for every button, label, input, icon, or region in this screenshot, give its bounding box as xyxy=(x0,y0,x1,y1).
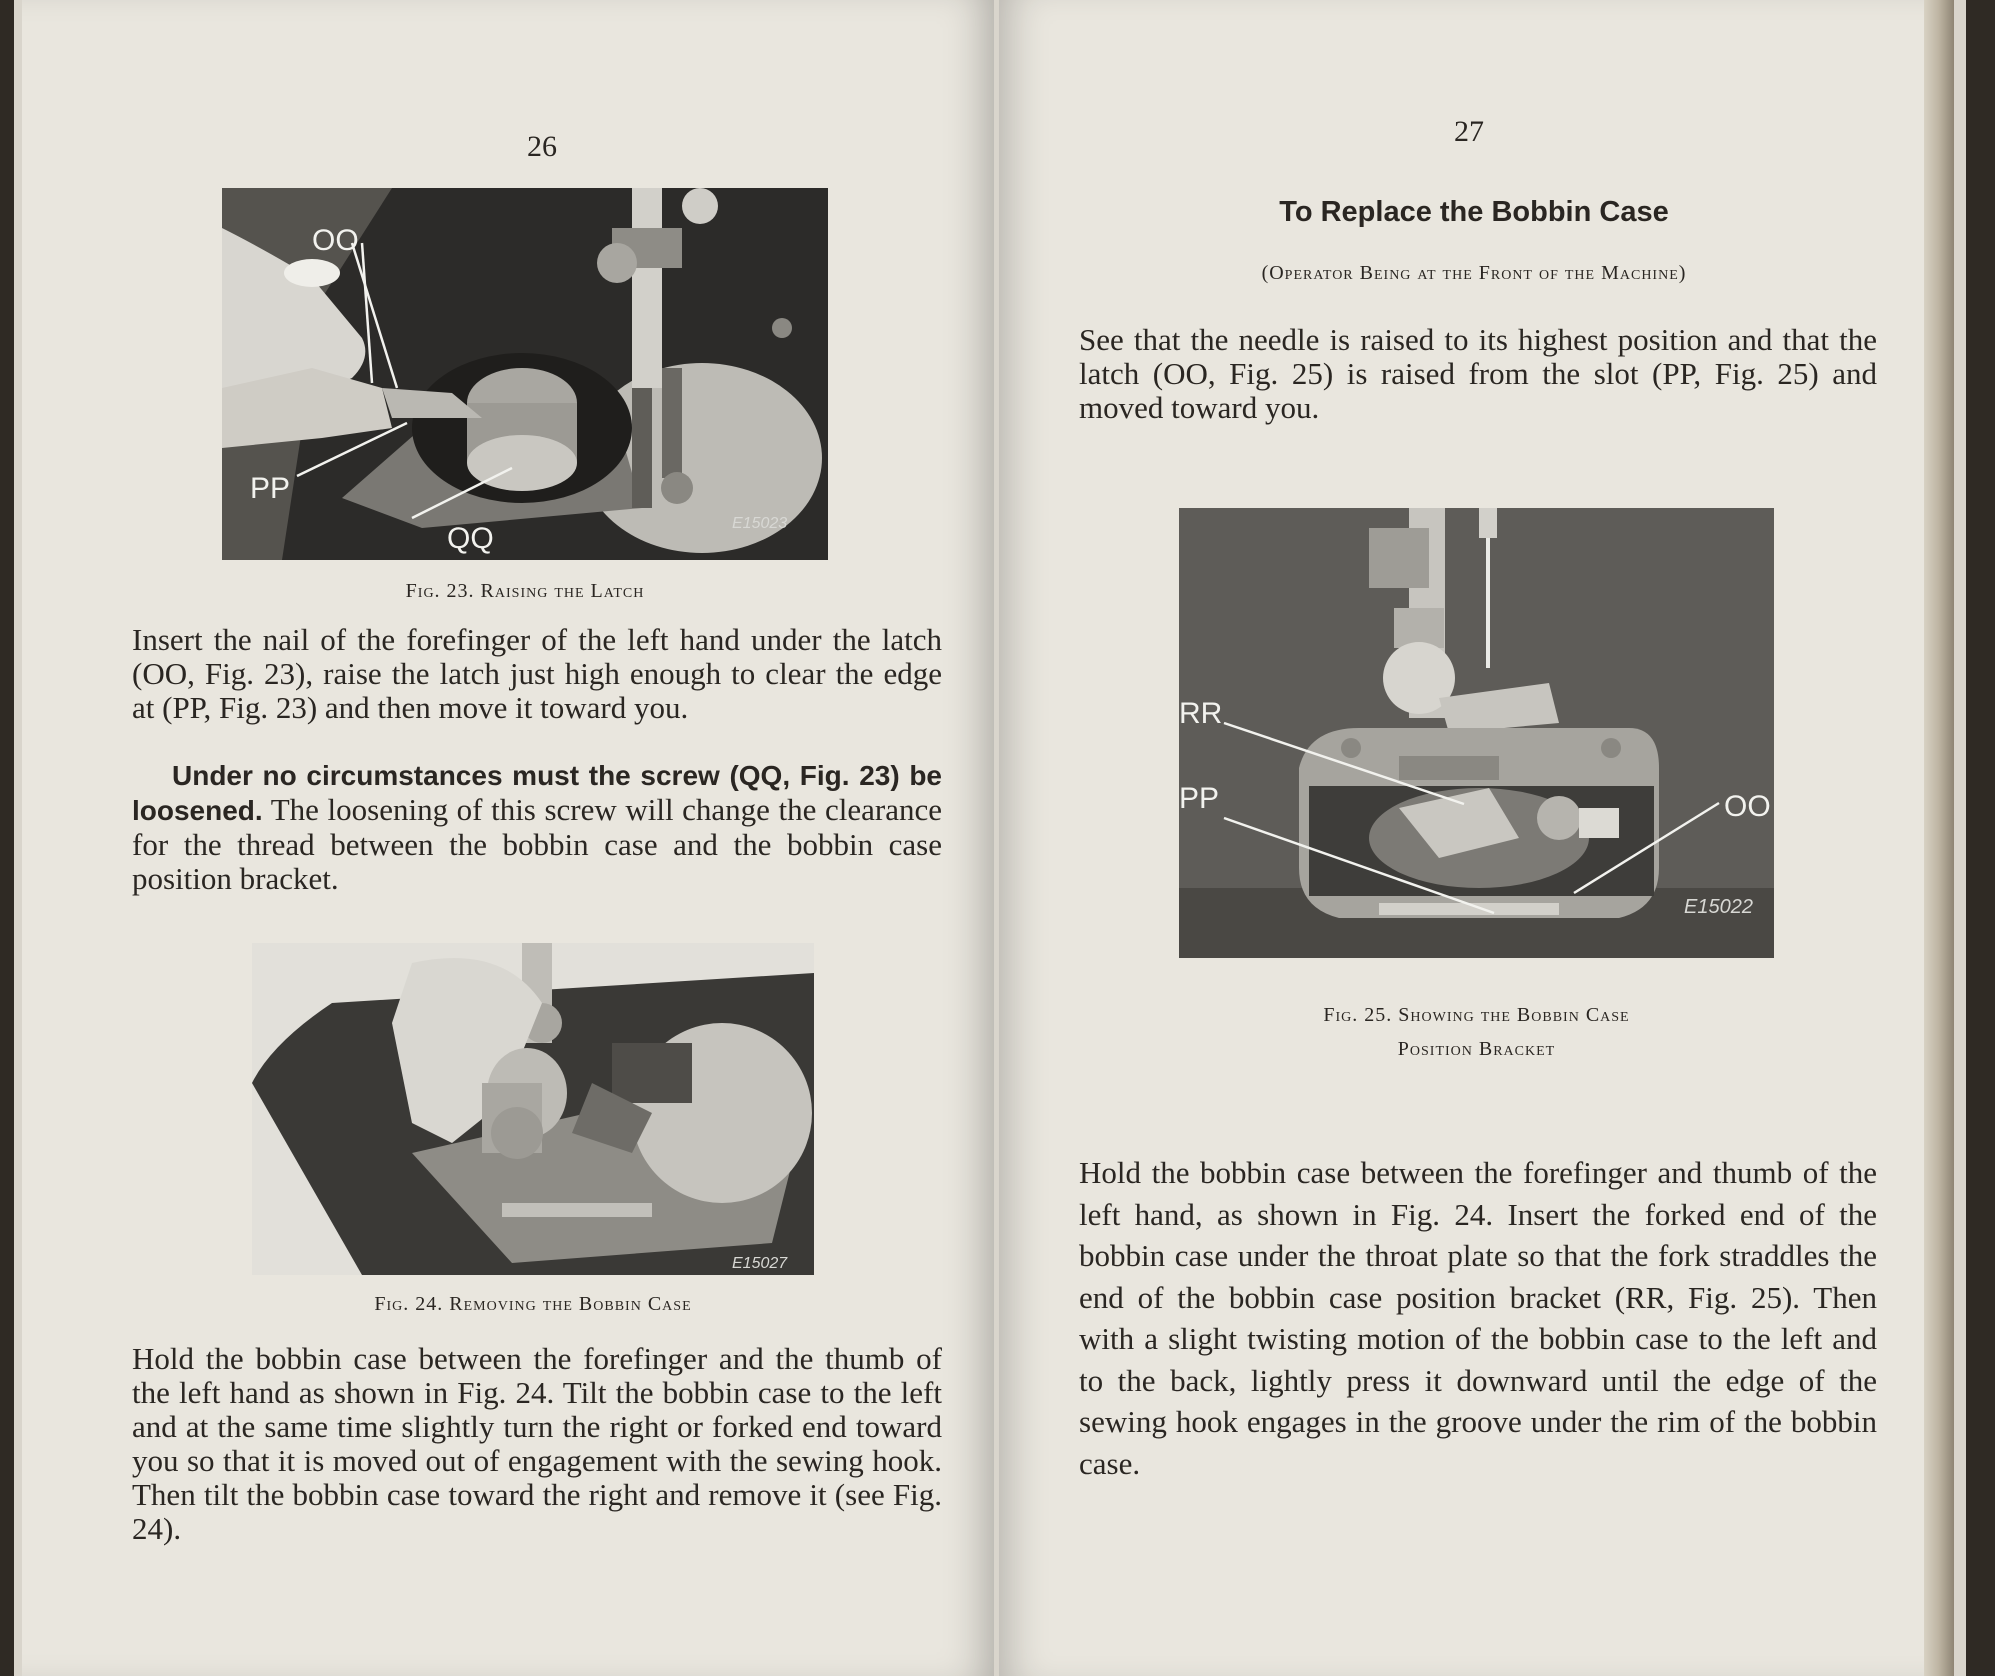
figure-25-caption-line-2: Position Bracket xyxy=(1397,1038,1556,1060)
left-paragraph-3: Hold the bobbin case between the forefinger and the thumb of the left hand as shown in Fig. 24. Tilt the bobbin case to the left and at the same time slightly turn the right or forked end toward you so that it is moved out of engagement with the sewing hook. Then tilt the bobbin case toward the right and remove it (see Fig. 24). xyxy=(132,1341,942,1546)
figure-24-caption: Fig. 24. Removing the Bobbin Case xyxy=(374,1293,692,1315)
page-number-right: 27 xyxy=(1454,115,1484,148)
right-paragraph-1: See that the needle is raised to its highest position and that the latch (OO, Fig. 25) is raised from the slot (PP, Fig. 25) and moved toward you. xyxy=(1079,322,1877,425)
left-paragraph-2-warning: Under no circumstances must the screw (QQ, Fig. 23) be loosened. xyxy=(132,760,942,826)
figure-25-label-rr: RR xyxy=(1179,697,1223,730)
figure-24-code: E15027 xyxy=(732,1255,788,1272)
section-subheading: (Operator Being at the Front of the Machine) xyxy=(1261,262,1687,284)
right-page xyxy=(999,0,1954,1676)
figure-23-label-qq: QQ xyxy=(447,522,494,555)
page-edge xyxy=(1924,0,1954,1676)
right-paragraph-2: Hold the bobbin case between the forefinger and thumb of the left hand, as shown in Fig. 24. Insert the forked end of the bobbin case under the throat plate so that the fork straddles the end of the bobbin case position bracket (RR, Fig. 25). Then with a slight twisting motion of the bobbin case to the left and to the back, lightly press it downward until the edge of the sewing hook engages in the groove under the rim of the bobbin case. xyxy=(1079,1155,1877,1481)
figure-23-image xyxy=(222,188,828,560)
page-number-left: 26 xyxy=(527,130,557,163)
figure-23-label-pp: PP xyxy=(250,472,291,505)
figure-25-label-oo: OO xyxy=(1724,790,1771,823)
left-page xyxy=(22,0,994,1676)
section-heading: To Replace the Bobbin Case xyxy=(1279,196,1669,228)
figure-25-image xyxy=(1179,508,1774,958)
book-spread xyxy=(14,0,1966,1676)
left-paragraph-2 xyxy=(132,758,942,896)
left-paragraph-2-rest: The loosening of this screw will change the clearance for the thread between the bobbin case and the bobbin case position bracket. xyxy=(132,792,942,896)
figure-23-label-oo: OO xyxy=(312,224,359,257)
left-paragraph-1: Insert the nail of the forefinger of the left hand under the latch (OO, Fig. 23), raise the latch just high enough to clear the edge at (PP, Fig. 23) and then move it toward you. xyxy=(132,622,942,725)
figure-25-code: E15022 xyxy=(1684,896,1753,918)
figure-23-code: E15023 xyxy=(732,515,788,532)
figure-23-caption: Fig. 23. Raising the Latch xyxy=(405,580,645,602)
figure-24-image xyxy=(252,943,814,1275)
figure-25-label-pp: PP xyxy=(1179,782,1220,815)
figure-25-caption-line-1: Fig. 25. Showing the Bobbin Case xyxy=(1323,1004,1630,1026)
